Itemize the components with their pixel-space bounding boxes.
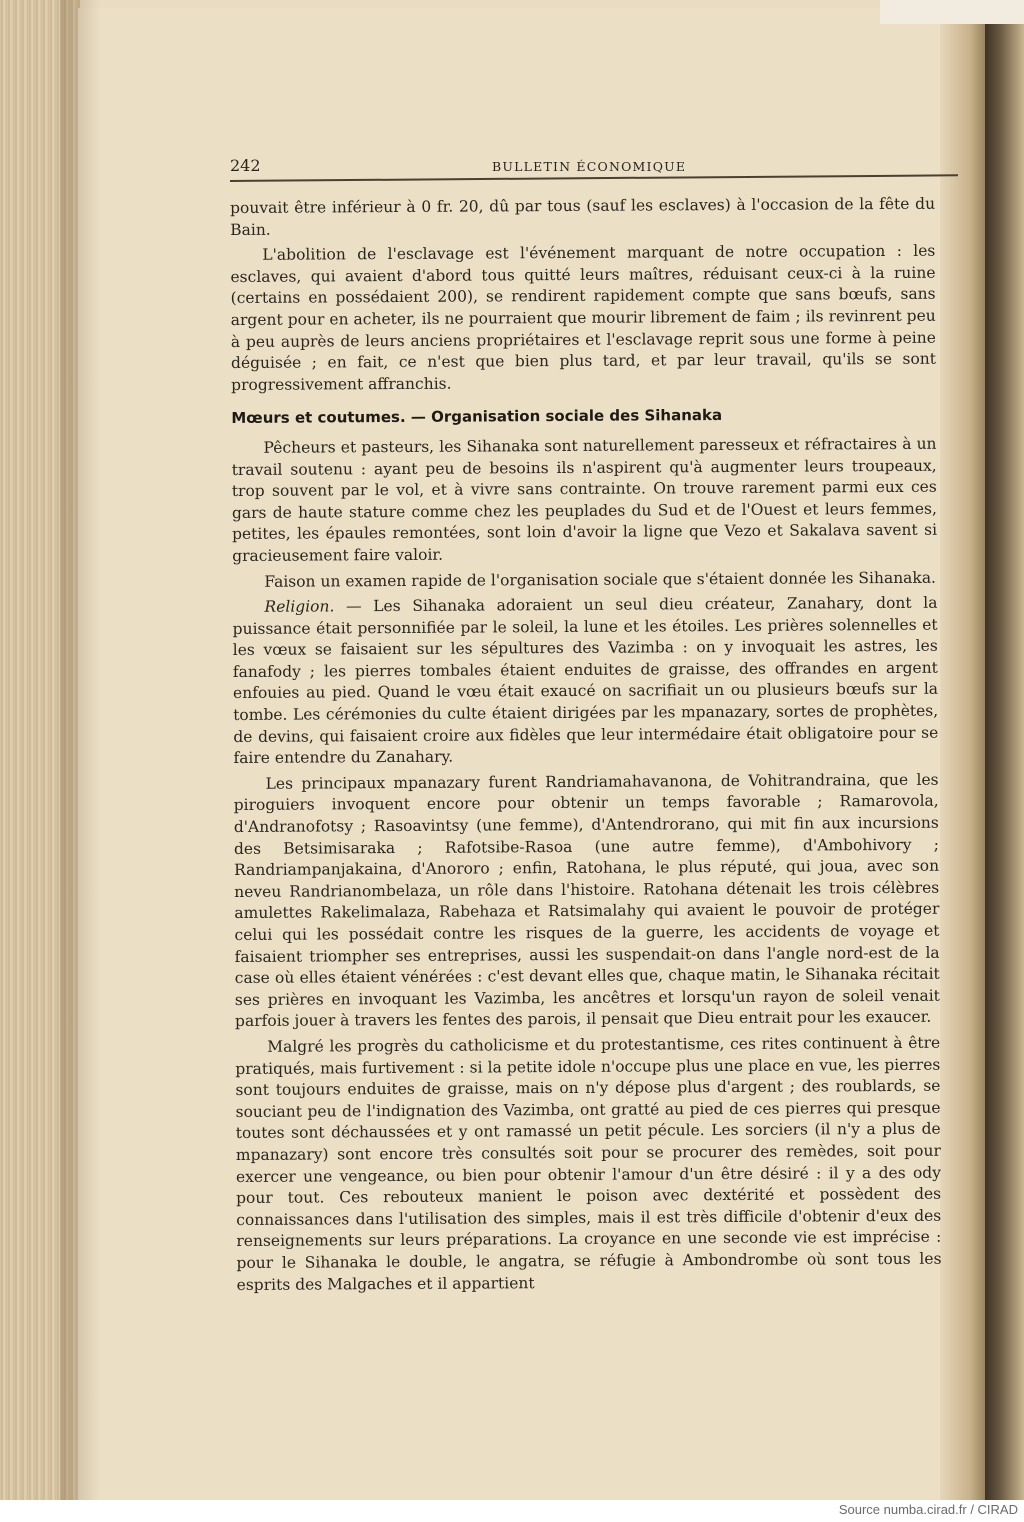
paragraph-lead-label: Religion. [264,597,335,616]
paragraph-text: — Les Sihanaka adoraient un seul dieu créateur, Zanahary, dont la puissance était personnifiée par le soleil, la lune et les étoiles. Les prières solennelles et les vœux se faisaient sur les sépultures des Vazimba : on y invoquait les astres, les fanafody ; les pierres tombales étaient enduites de graisse, des offrandes en argent enfouies au pied. Quand le vœu était exaucé on sacrifiait un ou plusieurs bœufs sur la tombe. Les cérémonies du culte étaient dirigées par les mpanazary, sortes de prophètes, de devins, qui faisaient croire aux fidèles que leur intermédaire était obligatoire pour se faire entendre du Zanahary. [232,593,939,768]
paragraph: L'abolition de l'esclavage est l'événement marquant de notre occupation : les esclaves, qui avaient d'abord tous quitté leurs maîtres, réduisant ceux-ci à la ruine (certains en possédaient 200), se rendirent rapidement compte que sans bœufs, sans argent pour en acheter, ils ne pourraient que mourir librement de faim ; ils revinrent peu à peu auprès de leurs anciens propriétaires et l'esclavage reprit sous une forme à peine déguisée ; en fait, ce n'est que bien plus tard, et par leur travail, qu'ils se sont progressivement affranchis. [230,241,937,394]
body-text [230,194,942,1300]
paragraph: Faison un examen rapide de l'organisation sociale que s'étaient donnée les Sihanaka. [264,568,937,591]
book-gutter [940,0,990,1500]
source-credit: Source numba.cirad.fr / CIRAD [838,1502,1018,1517]
facing-page-edge [985,20,1024,1500]
paragraph: Les principaux mpanazary furent Randriamahavanona, de Vohitrandraina, que les piroguiers invoquent encore pour obtenir un temps favorable ; Ramarovola, d'Andranofotsy ; Rasoavintsy (une femme), d'Antendrorano, qui mit fin aux incursions des Betsimisaraka ; Rafotsibe-Rasoa (une autre femme), d'Ambohivory ; Randriampanjakaina, d'Anororo ; enfin, Ratohana, le plus réputé, qui joua, avec son neveu Randrianombelaza, un rôle dans l'histoire. Ratohana détenait les trois célèbres amulettes Rakelimalaza, Rabehaza et Ratsimalahy qui avaient le pouvoir de protéger celui qui les possédait contre les risques de la guerre, les accidents de voyage et faisaient triompher ses entreprises, aussi les suspendait-on dans l'angle nord-est de la case où elles étaient vénérées : c'est devant elles que, chaque matin, le Sihanaka récitait ses prières en invoquant les Vazimba, les ancêtres et lorsqu'un rayon de soleil venait parfois jouer à travers les fentes des parois, il pensait que Dieu entrait pour les exaucer. [233,770,940,1031]
paragraph: pouvait être inférieur à 0 fr. 20, dû par tous (sauf les esclaves) à l'occasion de la fête du Bain. [230,194,936,239]
paragraph: Malgré les progrès du catholicisme et du protestantisme, ces rites continuent à être pratiqués, mais furtivement : si la petite idole n'occupe plus une place en vue, les pierres sont toujours enduites de graisse, mais on n'y dépose plus d'argent ; des roublards, se souciant peu de l'indignation des Vazimba, ont gratté au pied de ces pierres qui presque toutes sont déchaussées et y ont ramassé un petit pécule. Les sorciers (il n'y a plus de mpanazary) sont encore très consultés soit pour se procurer des remèdes, soit pour exercer une vengeance, ou bien pour obtenir l'amour d'un être désiré : il y a des ody pour tout. Ces rebouteux manient le poison avec dextérité et possèdent des connaissances dans l'utilisation des simples, mais il est très difficile d'obtenir d'eux des renseignements sur leurs préparations. La croyance en une seconde vie est imprécise : pour le Sihanaka le double, le angatra, se réfugie à Ambondrombe où sont tous les esprits des Malgaches et il appartient [235,1033,942,1294]
section-heading: Mœurs et coutumes. — Organisation sociale des Sihanaka [231,406,723,428]
running-title: BULLETIN ÉCONOMIQUE [492,159,687,174]
scan-background-strip [880,0,1024,24]
paragraph-religion [232,593,938,770]
paragraph: Pêcheurs et pasteurs, les Sihanaka sont naturellement paresseux et réfractaires à un travail soutenu : ayant peu de besoins ils n'aspirent qu'à augmenter leurs troupeaux, trop souvent par le vol, et à vivre sans contrainte. On trouve rarement parmi eux ces gars de haute stature comme chez les peuplades du Sud et de l'Ouest et leurs femmes, petites, les épaules remontées, sont loin d'avoir la ligne que Vezo et Sakalava savent si gracieusement faire valoir. [231,434,938,565]
page-number: 242 [230,156,261,175]
binding-shadow [60,0,100,1500]
